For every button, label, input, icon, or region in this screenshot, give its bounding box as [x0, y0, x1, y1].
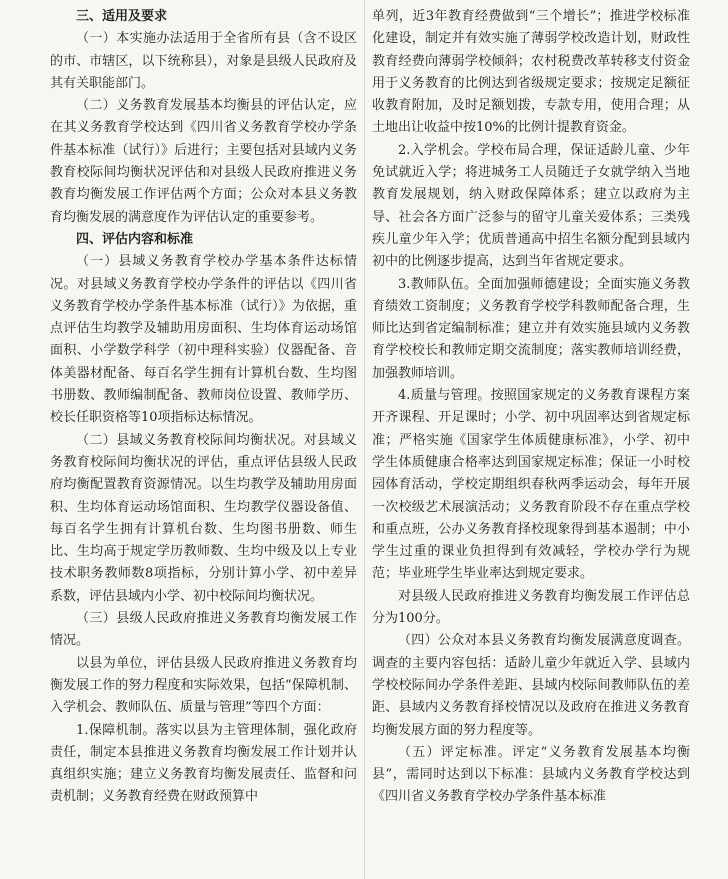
item-1-lead: （一）县域义务教育学校办学基本条件达标情况。: [50, 254, 357, 292]
teacher-team-paragraph: 3.教师队伍。全面加强师德建设；全面实施义务教育绩效工资制度；义务教育学校学科教师配备合理，生师比达到省定编制标准；建立并有效实施县域内义务教育学校校长和教师定期交流制度；落实教师培训经费，加强教师培训。: [372, 276, 690, 381]
section-four-item-1: [50, 251, 357, 429]
item-2-body: 对县域义务教育校际间均衡状况的评估，重点评估县级人民政府均衡配置教育资源情况。以生均教学及辅助用房面积、生均体育运动场馆面积、生均教学仪器设备值、每百名学生拥有计算机台数、生均图书册数、师生比、生均高于规定学历教师数、生均中级及以上专业技术职务教师数8项指标，分别计算小学、初中差异系数，评估县域内小学、初中校际间均衡状况。: [50, 432, 357, 604]
section-four-heading: 四、评估内容和标准: [76, 231, 194, 247]
survey-body: 调查的主要内容包括：适龄儿童少年就近入学、县域内学校校际间办学条件差距、县域内校际间教师队伍的差距、县域内义务教育择校情况以及政府在推进义务教育均衡发展方面的努力程度等。: [372, 655, 690, 738]
section-three-paragraph-2: （二）义务教育发展基本均衡县的评估认定，应在其义务教育学校达到《四川省义务教育学校办学条件基本标准（试行）》后进行；主要包括对县域内义务教育校际间均衡状况评估和对县级人民政府推进义务教育均衡发展工作评估两个方面；公众对本县义务教育均衡发展的满意度作为评估认定的重要参考。: [50, 98, 357, 225]
right-column: [372, 6, 690, 809]
item-1-body: 对县域义务教育学校办学条件的评估以《四川省义务教育学校办学条件基本标准（试行）》为依据，重点评估生均教学及辅助用房面积、生均体育运动场馆面积、小学数学科学（初中理科实验）仪器配备、音体美器材配备、每百名学生拥有计算机台数、生均图书册数、教师编制配备、教师岗位设置、教师学历、校长任职资格等10项指标达标情况。: [50, 276, 357, 426]
evaluation-standard-paragraph: [372, 742, 690, 809]
guarantee-mechanism-paragraph: 1.保障机制。落实以县为主管理体制，强化政府责任，制定本县推进义务教育均衡发展工作计划并认真组织实施；建立义务教育均衡发展责任、监督和问责机制；义务教育经费在财政预算中: [50, 722, 357, 805]
survey-lead: （四）公众对本县义务教育均衡发展满意度调查。: [398, 633, 690, 649]
item-2-lead: （二）县域义务教育校际间均衡状况。: [76, 432, 304, 448]
total-score-paragraph: 对县级人民政府推进义务教育均衡发展工作评估总分为100分。: [372, 588, 690, 627]
quality-management-paragraph: 4.质量与管理。按照国家规定的义务教育课程方案开齐课程、开足课时；小学、初中巩固率达到省规定标准；严格实施《国家学生体质健康标准》，小学、初中学生体质健康合格率达到国家规定标准；保证一小时校园体育活动，学校定期组织春秋两季运动会，每年开展一次校级艺术展演活动；义务教育阶段不存在重点学校和重点班，公办义务教育择校现象得到基本遏制；中小学生过重的课业负担得到有效减轻，学校办学行为规范；毕业班学生毕业率达到规定要求。: [372, 388, 690, 582]
enrollment-opportunity-paragraph: 2.入学机会。学校布局合理，保证适龄儿童、少年免试就近入学；将进城务工人员随迁子女就学纳入当地教育发展规划，纳入财政保障体系；建立以政府为主导、社会各方面广泛参与的留守儿童关爱体系；三类残疾儿童少年入学；优质普通高中招生名额分配到县域内初中的比例逐步提高，达到当年省规定要求。: [372, 142, 690, 270]
left-column: [50, 6, 357, 809]
section-four-item-3-lead: （三）县级人民政府推进义务教育均衡发展工作情况。: [50, 611, 357, 649]
section-four-item-3-body: 以县为单位，评估县级人民政府推进义务教育均衡发展工作的努力程度和实际效果，包括“保障机制、入学机会、教师队伍、质量与管理”等四个方面：: [50, 655, 357, 716]
standard-body: 评定“义务教育发展基本均衡县”，需同时达到以下标准：县域内义务教育学校达到《四川省义务教育学校办学条件基本标准: [372, 744, 690, 805]
guarantee-mechanism-continued: 单列，近3年教育经费做到“三个增长”；推进学校标准化建设，制定并有效实施了薄弱学校改造计划，财政性教育经费向薄弱学校倾斜；农村税费改革转移支付资金用于义务教育的比例达到省级规定要求；按规定足额征收教育附加，及时足额划拨，专款专用，使用合理；从土地出让收益中按10%的比例计提教育资金。: [372, 9, 690, 136]
section-three-heading: 三、适用及要求: [76, 9, 168, 24]
section-three-paragraph-1: （一）本实施办法适用于全省所有县（含不设区的市、市辖区，以下统称县），对象是县级人民政府及其有关职能部门。: [50, 31, 357, 91]
standard-lead: （五）评定标准。: [398, 744, 513, 760]
column-divider: [364, 0, 365, 879]
section-four-item-2: [50, 430, 357, 608]
satisfaction-survey-paragraph: [372, 630, 690, 741]
